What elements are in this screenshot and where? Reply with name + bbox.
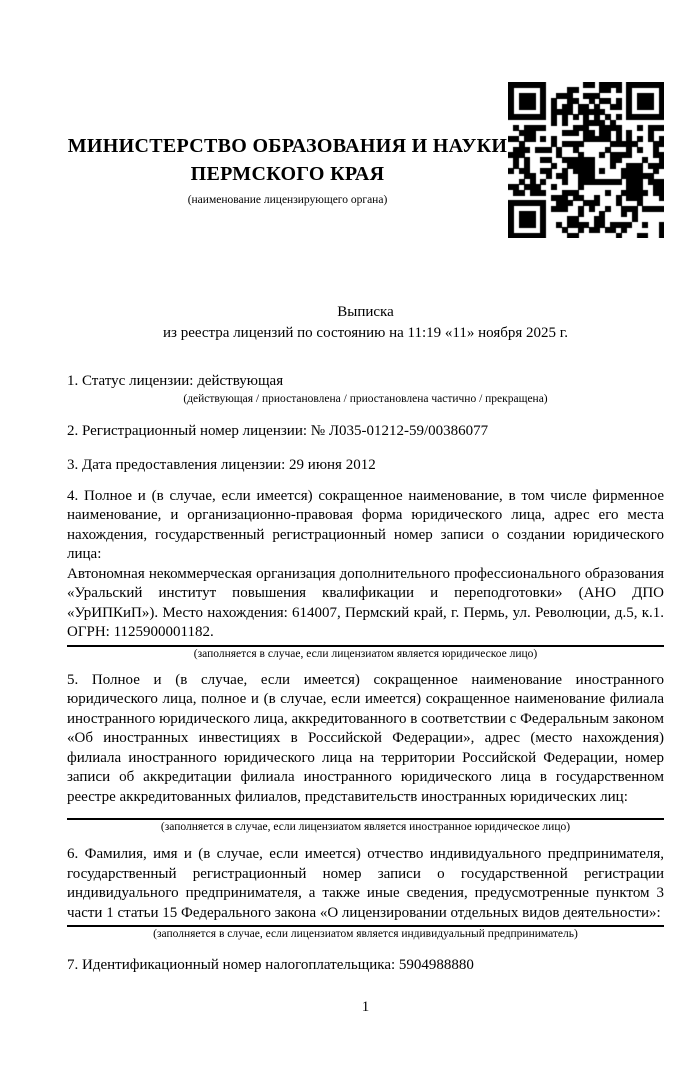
item-taxpayer-number-text: 7. Идентификационный номер налогоплательщика: 5904988880 <box>67 957 474 973</box>
licensing-authority-caption: (наименование лицензирующего органа) <box>187 194 388 206</box>
item-license-date-text: 3. Дата предоставления лицензии: 29 июня 2012 <box>67 457 376 473</box>
ministry-name-line2: ПЕРМСКОГО КРАЯ <box>190 163 385 185</box>
item-taxpayer-number <box>67 956 664 976</box>
item-foreign-entity-caption: (заполняется в случае, если лицензиатом является иностранное юридическое лицо) <box>160 821 571 833</box>
document-title-line1: Выписка <box>337 304 394 320</box>
qr-code-container <box>508 82 664 238</box>
qr-code-icon <box>508 82 664 238</box>
item-legal-entity <box>67 487 664 662</box>
item-registration-number-text: 2. Регистрационный номер лицензии: № Л035-01212-59/00386077 <box>67 422 489 439</box>
item-legal-entity-text: 4. Полное и (в случае, если имеется) сокращенное наименование, в том числе фирменное наименование, и организационно-правовая форма юридического лица, адрес его места нахождения, государственный регистрационный номер записи о создании юридического лица: <box>67 487 664 562</box>
document-title-line2: из реестра лицензий по состоянию на 11:19 «11» ноября 2025 г. <box>163 325 568 341</box>
item-individual-entrepreneur <box>67 845 664 942</box>
document-header <box>67 82 664 238</box>
document-page <box>0 82 700 1071</box>
item-license-status <box>67 372 664 407</box>
item-foreign-entity <box>67 671 664 836</box>
item-foreign-entity-text: 5. Полное и (в случае, если имеется) сокращенное наименование иностранного юридического лица, полное и (в случае, если имеется) сокращенное наименование филиала иностранного юридического лица, аккредитованного в соответствии с Федеральным законом «Об иностранных инвестициях в Российской Федерации», адрес (место нахождения) филиала иностранного юридического лица на территории Российской Федерации, номер записи об аккредитации филиала иностранного юридического лица в государственном реестре аккредитованных филиалов, представительств иностранных юридических лиц: <box>67 671 664 805</box>
item-license-status-text: 1. Статус лицензии: действующая <box>67 373 284 389</box>
item-registration-number <box>67 422 664 442</box>
ministry-name-line1: МИНИСТЕРСТВО ОБРАЗОВАНИЯ И НАУКИ <box>67 135 508 157</box>
item-license-date <box>67 456 664 476</box>
page-number: 1 <box>361 998 370 1015</box>
item-license-status-caption: (действующая / приостановлена / приостановлена частично / прекращена) <box>183 392 548 405</box>
item-individual-entrepreneur-text: 6. Фамилия, имя и (в случае, если имеется) отчество индивидуального предпринимателя, государственный регистрационный номер записи о государственной регистрации индивидуального предпринимателя, а также иные сведения, предусмотренные пунктом 3 части 1 статьи 15 Федерального закона «О лицензировании отдельных видов деятельности»: <box>67 846 664 921</box>
licensing-authority-block <box>67 82 508 207</box>
item-legal-entity-value: Автономная некоммерческая организация дополнительного профессионального образования «Уральский институт повышения квалификации и переподготовки» (АНО ДПО «УрИПКиП»). Место нахождения: 614007, Пермский край, г. Пермь, ул. Революции, д.5, к.1. ОГРН: 1125900001182. <box>67 565 664 640</box>
document-title <box>67 302 664 344</box>
item-individual-entrepreneur-caption: (заполняется в случае, если лицензиатом является индивидуальный предприниматель) <box>153 928 578 940</box>
items-list <box>67 372 664 976</box>
empty-value-space <box>67 807 664 816</box>
item-legal-entity-caption: (заполняется в случае, если лицензиатом является юридическое лицо) <box>193 647 538 660</box>
